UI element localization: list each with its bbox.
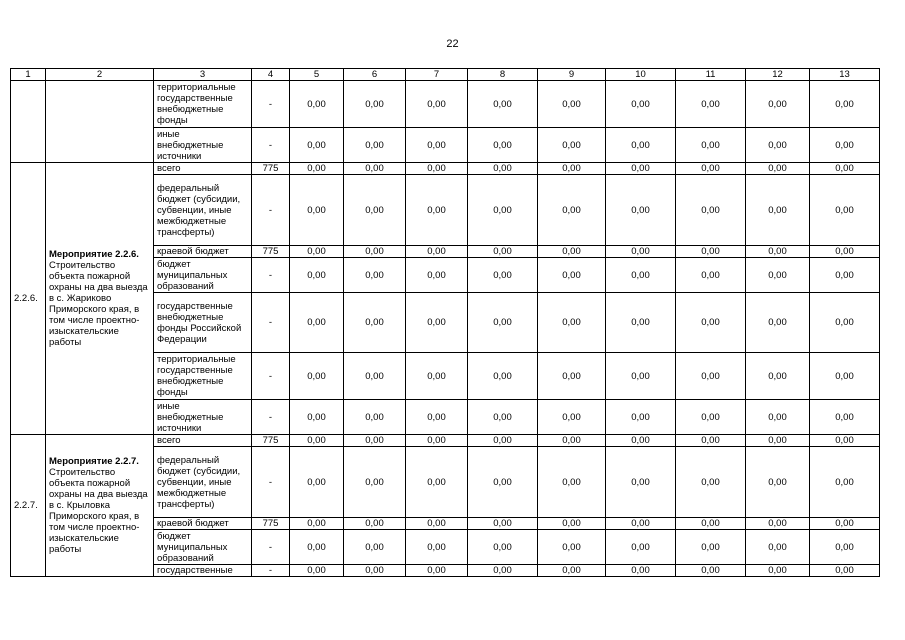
col-header-11: 11 [676,69,746,81]
value-cell: 0,00 [676,518,746,530]
value-cell: 0,00 [606,518,676,530]
budget-code: - [252,293,290,353]
table-row [11,163,880,175]
value-cell: 0,00 [468,81,538,128]
value-cell: 0,00 [468,353,538,400]
value-cell: 0,00 [344,400,406,435]
value-cell: 0,00 [344,128,406,163]
value-cell: 0,00 [468,175,538,246]
value-cell: 0,00 [538,447,606,518]
budget-code: - [252,565,290,577]
value-cell: 0,00 [538,163,606,175]
budget-code: 775 [252,518,290,530]
value-cell: 0,00 [406,400,468,435]
value-cell: 0,00 [606,447,676,518]
value-cell: 0,00 [344,81,406,128]
value-cell: 0,00 [406,518,468,530]
value-cell: 0,00 [406,447,468,518]
value-cell: 0,00 [344,293,406,353]
funding-source: всего [154,163,252,175]
value-cell: 0,00 [746,246,810,258]
value-cell: 0,00 [538,175,606,246]
value-cell: 0,00 [606,400,676,435]
funding-source: краевой бюджет [154,518,252,530]
column-header-row [11,69,880,81]
funding-source: государственные [154,565,252,577]
funding-source: бюджет муниципальных образований [154,258,252,293]
col-header-4: 4 [252,69,290,81]
value-cell: 0,00 [746,128,810,163]
funding-source: иные внебюджетные источники [154,400,252,435]
value-cell: 0,00 [290,530,344,565]
value-cell: 0,00 [344,518,406,530]
value-cell: 0,00 [676,163,746,175]
value-cell: 0,00 [746,530,810,565]
value-cell: 0,00 [406,258,468,293]
col-header-3: 3 [154,69,252,81]
table-row [11,81,880,128]
value-cell: 0,00 [290,400,344,435]
value-cell: 0,00 [468,530,538,565]
value-cell: 0,00 [810,518,880,530]
budget-code: - [252,400,290,435]
value-cell: 0,00 [810,163,880,175]
value-cell: 0,00 [538,353,606,400]
value-cell: 0,00 [406,81,468,128]
value-cell: 0,00 [676,128,746,163]
value-cell: 0,00 [538,400,606,435]
value-cell: 0,00 [538,81,606,128]
budget-table [10,68,880,577]
item-description-cell [46,435,154,577]
value-cell: 0,00 [746,353,810,400]
value-cell: 0,00 [468,435,538,447]
col-header-7: 7 [406,69,468,81]
budget-code: - [252,128,290,163]
item-number: 2.2.7. [11,435,46,577]
funding-source: всего [154,435,252,447]
budget-code: - [252,353,290,400]
value-cell: 0,00 [538,128,606,163]
value-cell: 0,00 [290,258,344,293]
value-cell: 0,00 [606,435,676,447]
col-header-12: 12 [746,69,810,81]
value-cell: 0,00 [344,258,406,293]
value-cell: 0,00 [468,447,538,518]
col-header-8: 8 [468,69,538,81]
value-cell: 0,00 [538,565,606,577]
value-cell: 0,00 [290,565,344,577]
budget-code: 775 [252,435,290,447]
budget-code: - [252,530,290,565]
measure-description: Строительство объекта пожарной охраны на два выезда в с. Крыловка Приморского края, в том числе проектно-изыскательские работы [49,467,148,555]
item-number: 2.2.6. [11,163,46,435]
funding-source: государственные внебюджетные фонды Российской Федерации [154,293,252,353]
value-cell: 0,00 [344,353,406,400]
value-cell: 0,00 [538,246,606,258]
value-cell: 0,00 [676,447,746,518]
value-cell: 0,00 [606,128,676,163]
value-cell: 0,00 [810,81,880,128]
value-cell: 0,00 [468,293,538,353]
value-cell: 0,00 [406,128,468,163]
funding-source: иные внебюджетные источники [154,128,252,163]
col-header-6: 6 [344,69,406,81]
value-cell: 0,00 [606,293,676,353]
value-cell: 0,00 [290,447,344,518]
value-cell: 0,00 [676,435,746,447]
value-cell: 0,00 [344,175,406,246]
value-cell: 0,00 [746,565,810,577]
value-cell: 0,00 [290,128,344,163]
table-body [11,69,880,577]
value-cell: 0,00 [344,163,406,175]
value-cell: 0,00 [810,293,880,353]
value-cell: 0,00 [676,81,746,128]
budget-code: - [252,258,290,293]
value-cell: 0,00 [344,435,406,447]
value-cell: 0,00 [606,81,676,128]
value-cell: 0,00 [810,258,880,293]
value-cell: 0,00 [290,246,344,258]
budget-code: - [252,175,290,246]
value-cell: 0,00 [468,258,538,293]
value-cell: 0,00 [606,175,676,246]
budget-code: 775 [252,246,290,258]
value-cell: 0,00 [406,435,468,447]
item-number-cell [11,81,46,163]
value-cell: 0,00 [406,353,468,400]
col-header-5: 5 [290,69,344,81]
value-cell: 0,00 [606,353,676,400]
value-cell: 0,00 [344,565,406,577]
value-cell: 0,00 [810,530,880,565]
value-cell: 0,00 [606,246,676,258]
funding-source: бюджет муниципальных образований [154,530,252,565]
col-header-1: 1 [11,69,46,81]
value-cell: 0,00 [538,293,606,353]
budget-code: 775 [252,163,290,175]
value-cell: 0,00 [746,175,810,246]
value-cell: 0,00 [344,246,406,258]
value-cell: 0,00 [810,175,880,246]
value-cell: 0,00 [746,293,810,353]
value-cell: 0,00 [290,435,344,447]
page-number: 22 [446,38,459,50]
table-row [11,435,880,447]
funding-source: территориальные государственные внебюджетные фонды [154,81,252,128]
value-cell: 0,00 [676,293,746,353]
value-cell: 0,00 [746,81,810,128]
budget-code: - [252,81,290,128]
value-cell: 0,00 [538,435,606,447]
value-cell: 0,00 [676,530,746,565]
funding-source: краевой бюджет [154,246,252,258]
col-header-13: 13 [810,69,880,81]
value-cell: 0,00 [746,447,810,518]
value-cell: 0,00 [810,128,880,163]
measure-description: Строительство объекта пожарной охраны на два выезда в с. Жариково Приморского края, в том числе проектно-изыскательские работы [49,260,148,348]
value-cell: 0,00 [810,400,880,435]
measure-title: Мероприятие 2.2.6. [49,249,139,260]
value-cell: 0,00 [810,447,880,518]
value-cell: 0,00 [606,565,676,577]
item-description-cell [46,81,154,163]
value-cell: 0,00 [538,530,606,565]
value-cell: 0,00 [468,128,538,163]
value-cell: 0,00 [468,518,538,530]
funding-source: федеральный бюджет (субсидии, субвенции, иные межбюджетные трансферты) [154,175,252,246]
value-cell: 0,00 [538,258,606,293]
value-cell: 0,00 [746,163,810,175]
value-cell: 0,00 [344,530,406,565]
funding-source: федеральный бюджет (субсидии, субвенции, иные межбюджетные трансферты) [154,447,252,518]
value-cell: 0,00 [468,163,538,175]
value-cell: 0,00 [676,175,746,246]
value-cell: 0,00 [676,246,746,258]
value-cell: 0,00 [290,353,344,400]
col-header-2: 2 [46,69,154,81]
budget-code: - [252,447,290,518]
value-cell: 0,00 [290,518,344,530]
col-header-9: 9 [538,69,606,81]
value-cell: 0,00 [344,447,406,518]
value-cell: 0,00 [468,565,538,577]
value-cell: 0,00 [746,400,810,435]
value-cell: 0,00 [290,81,344,128]
value-cell: 0,00 [746,518,810,530]
value-cell: 0,00 [810,435,880,447]
item-description-cell [46,163,154,435]
value-cell: 0,00 [606,258,676,293]
value-cell: 0,00 [406,530,468,565]
measure-title: Мероприятие 2.2.7. [49,456,139,467]
value-cell: 0,00 [810,353,880,400]
value-cell: 0,00 [406,175,468,246]
value-cell: 0,00 [406,565,468,577]
value-cell: 0,00 [676,258,746,293]
value-cell: 0,00 [406,246,468,258]
value-cell: 0,00 [406,163,468,175]
value-cell: 0,00 [810,565,880,577]
funding-source: территориальные государственные внебюджетные фонды [154,353,252,400]
value-cell: 0,00 [538,518,606,530]
value-cell: 0,00 [468,246,538,258]
value-cell: 0,00 [290,293,344,353]
value-cell: 0,00 [676,353,746,400]
value-cell: 0,00 [290,163,344,175]
value-cell: 0,00 [746,258,810,293]
value-cell: 0,00 [606,163,676,175]
value-cell: 0,00 [406,293,468,353]
value-cell: 0,00 [676,400,746,435]
value-cell: 0,00 [676,565,746,577]
value-cell: 0,00 [468,400,538,435]
value-cell: 0,00 [746,435,810,447]
col-header-10: 10 [606,69,676,81]
value-cell: 0,00 [810,246,880,258]
value-cell: 0,00 [606,530,676,565]
value-cell: 0,00 [290,175,344,246]
